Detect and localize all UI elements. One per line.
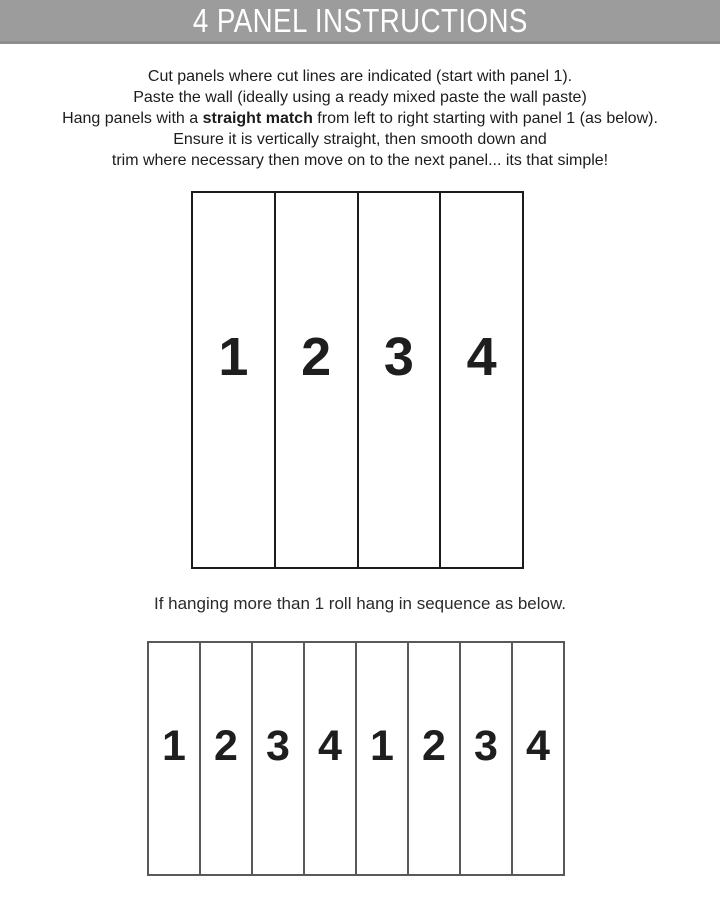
panel-number: 4 [318,721,342,770]
panel-number: 2 [214,721,238,770]
panel-2 [276,193,359,567]
panel-number: 4 [526,721,550,770]
panel-number: 3 [383,327,414,387]
page-title: 4 PANEL INSTRUCTIONS [192,1,528,39]
panel-roll1-2 [201,643,253,874]
instruction-line-3-bold: straight match [202,110,313,127]
multi-roll-diagram [147,641,565,876]
instruction-line-4: Ensure it is vertically straight, then smooth down and [173,131,547,148]
panel-roll2-4 [513,643,563,874]
panel-3 [359,193,442,567]
instruction-line-3-prefix: Hang panels with a [62,110,203,127]
panel-roll2-3 [461,643,513,874]
single-roll-diagram [191,191,524,569]
panel-number: 1 [370,721,394,770]
panel-roll2-2 [409,643,461,874]
panel-1 [193,193,276,567]
panel-number: 3 [266,721,290,770]
instructions-text [0,66,720,171]
header-bar [0,0,720,44]
panel-roll2-1 [357,643,409,874]
instruction-line-3-suffix: from left to right starting with panel 1 (as below). [312,110,658,127]
panel-roll1-3 [253,643,305,874]
panel-roll1-1 [149,643,201,874]
panel-number: 3 [474,721,498,770]
panel-4 [441,193,522,567]
panel-number: 1 [218,327,249,387]
panel-roll1-4 [305,643,357,874]
panel-number: 2 [301,327,332,387]
instruction-line-2: Paste the wall (ideally using a ready mixed paste the wall paste) [133,89,587,106]
sequence-caption: If hanging more than 1 roll hang in sequence as below. [153,594,567,613]
panel-number: 4 [466,327,497,387]
instruction-line-3 [0,108,720,129]
panel-number: 1 [162,721,186,770]
panel-number: 2 [422,721,446,770]
instruction-line-1: Cut panels where cut lines are indicated (start with panel 1). [147,68,573,85]
instruction-line-5: trim where necessary then move on to the next panel... its that simple! [111,152,609,169]
